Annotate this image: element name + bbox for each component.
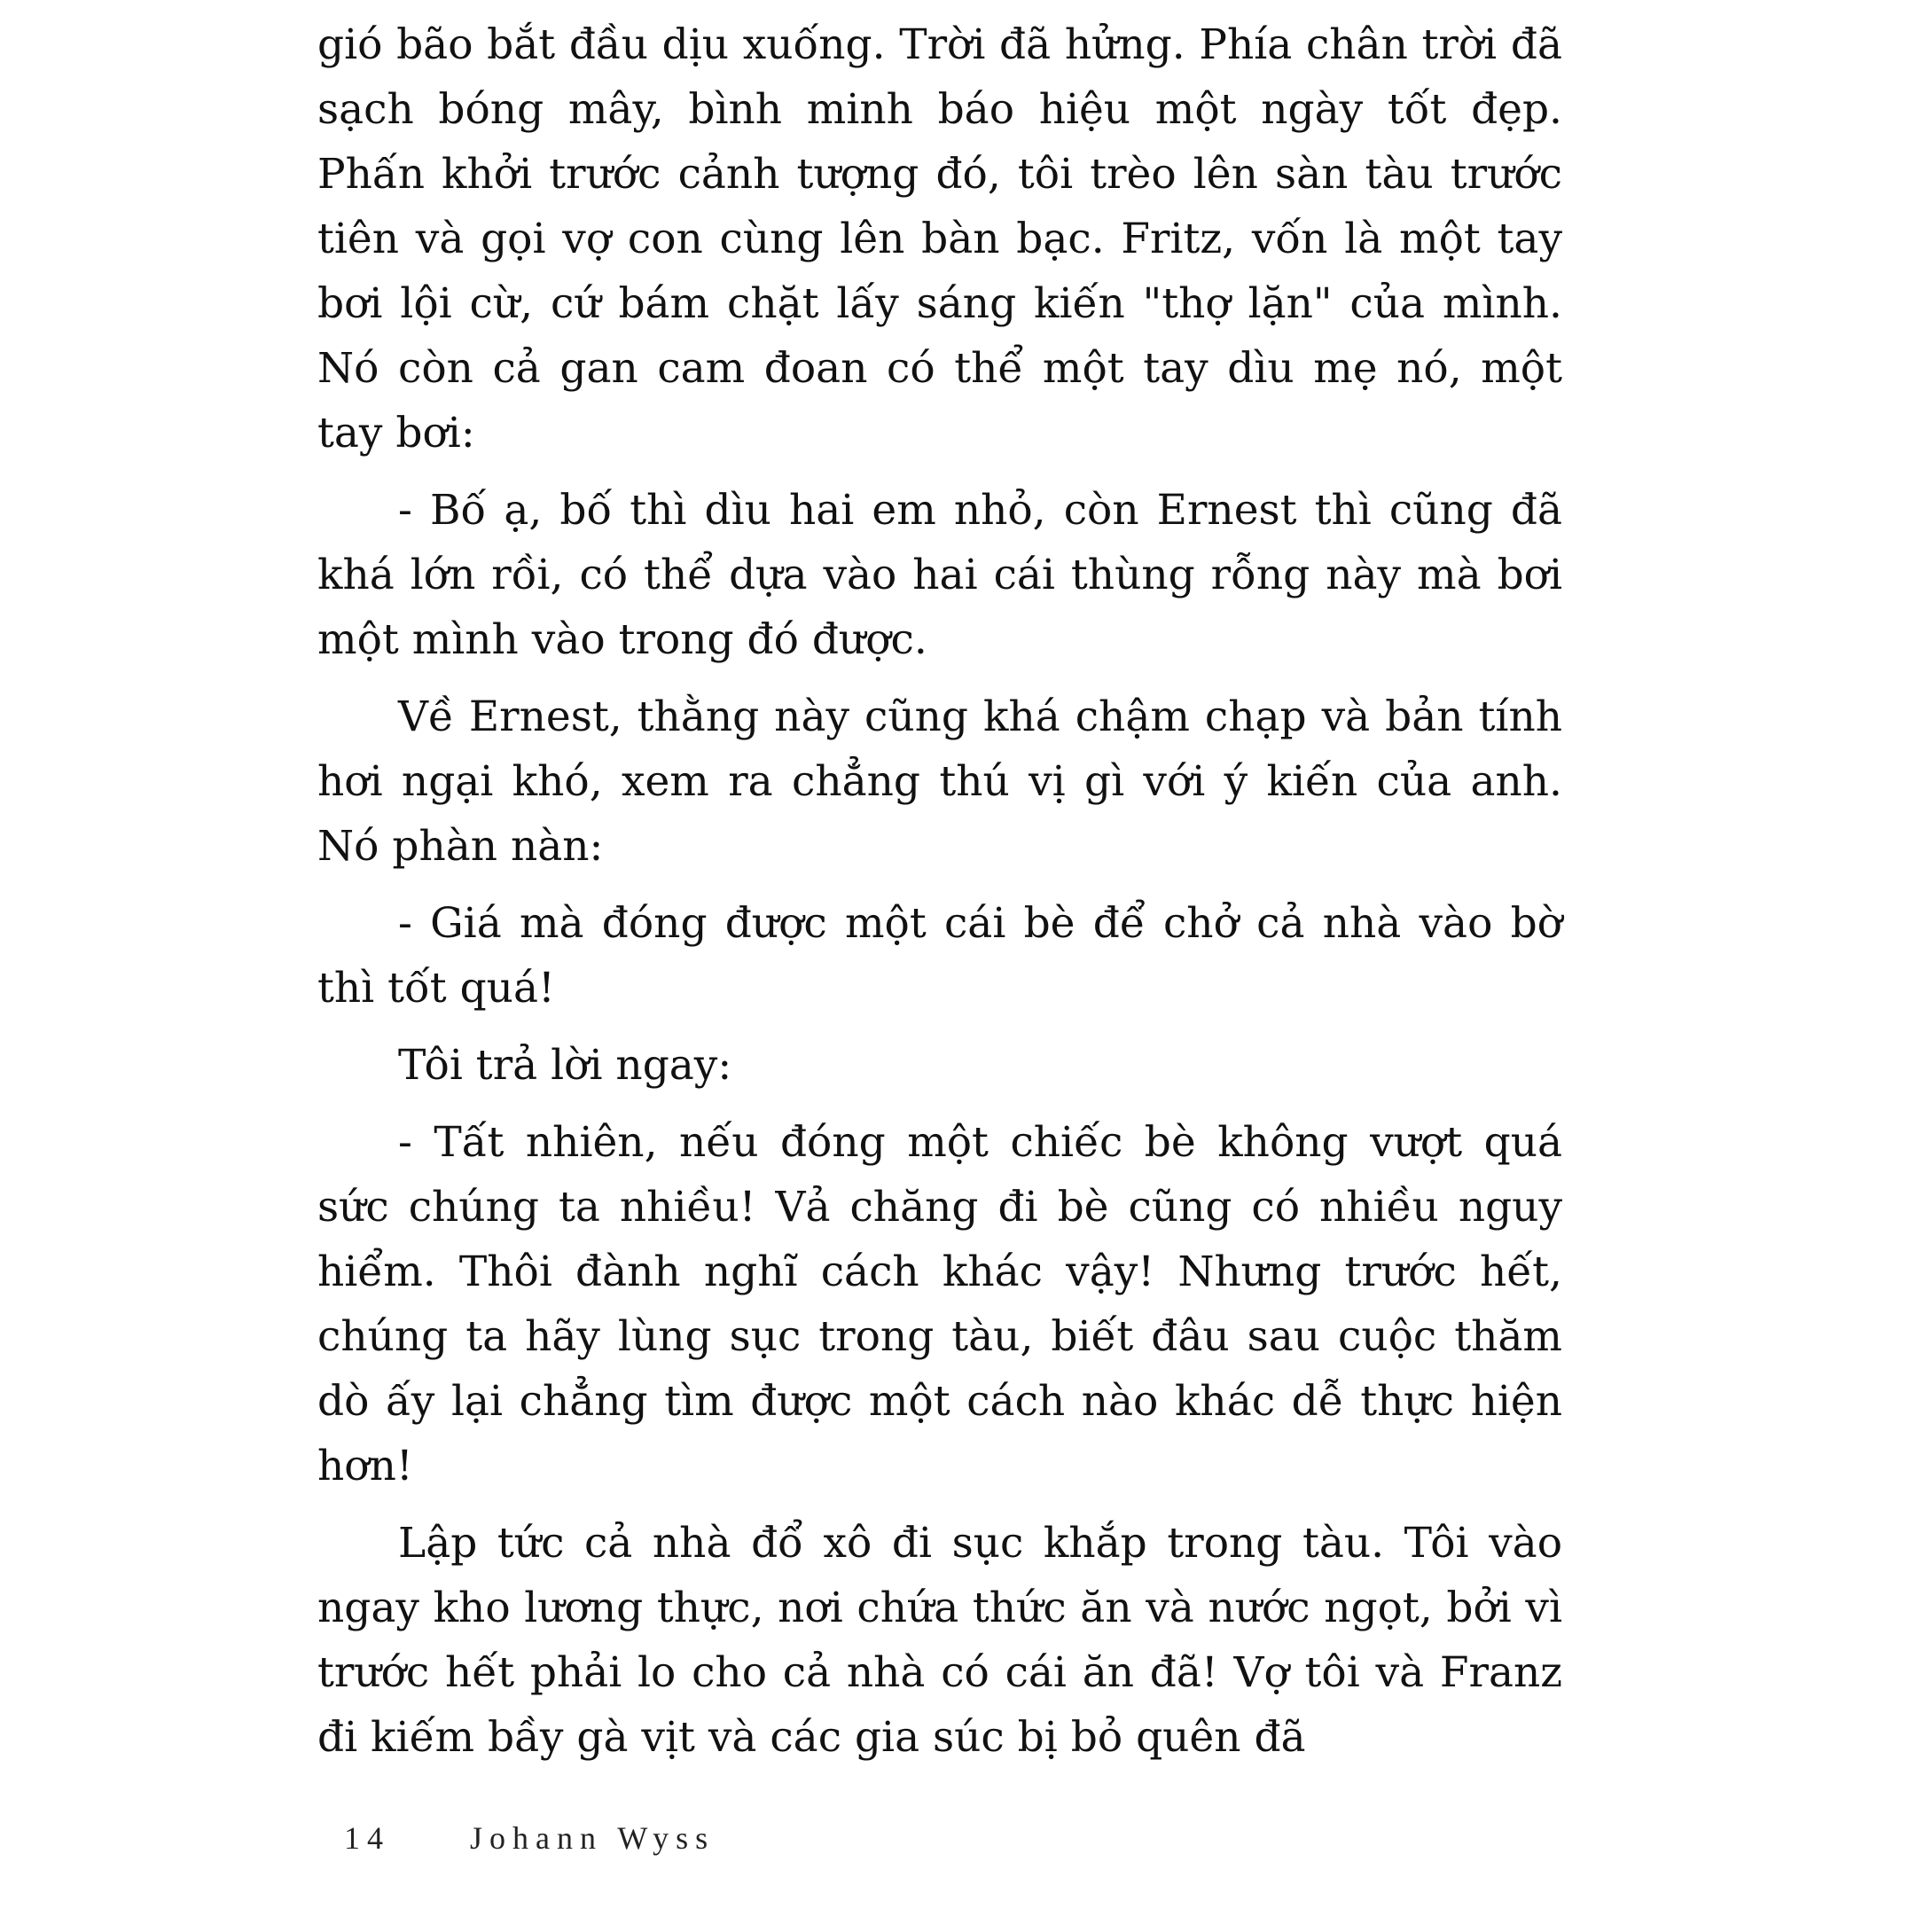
page-footer — [344, 1819, 715, 1857]
paragraph-5: Tôi trả lời ngay: — [398, 1041, 732, 1090]
author-name: Johann Wyss — [470, 1820, 716, 1856]
body-text — [317, 12, 1562, 1782]
paragraph-2: - Bố ạ, bố thì dìu hai em nhỏ, còn Ernest thì cũng đã khá lớn rồi, có thể dựa vào hai cái thùng rỗng này mà bơi một mình vào trong đó được. — [317, 486, 1562, 664]
page-number: 14 — [344, 1820, 390, 1856]
paragraph-1: gió bão bắt đầu dịu xuống. Trời đã hửng. Phía chân trời đã sạch bóng mây, bình minh báo hiệu một ngày tốt đẹp. Phấn khởi trước cảnh tượng đó, tôi trèo lên sàn tàu trước tiên và gọi vợ con cùng lên bàn bạc. Fritz, vốn là một tay bơi lội cừ, cứ bám chặt lấy sáng kiến "thợ lặn" của mình. Nó còn cả gan cam đoan có thể một tay dìu mẹ nó, một tay bơi: — [317, 20, 1562, 458]
paragraph-4: - Giá mà đóng được một cái bè để chở cả nhà vào bờ thì tốt quá! — [317, 899, 1562, 1013]
paragraph-3: Về Ernest, thằng này cũng khá chậm chạp và bản tính hơi ngại khó, xem ra chẳng thú vị gì với ý kiến của anh. Nó phàn nàn: — [317, 692, 1562, 871]
paragraph-7: Lập tức cả nhà đổ xô đi sục khắp trong tàu. Tôi vào ngay kho lương thực, nơi chứa thức ăn và nước ngọt, bởi vì trước hết phải lo cho cả nhà có cái ăn đã! Vợ tôi và Franz đi kiếm bầy gà vịt và các gia súc bị bỏ quên đã — [317, 1519, 1562, 1762]
paragraph-6: - Tất nhiên, nếu đóng một chiếc bè không vượt quá sức chúng ta nhiều! Vả chăng đi bè cũng có nhiều nguy hiểm. Thôi đành nghĩ cách khác vậy! Nhưng trước hết, chúng ta hãy lùng sục trong tàu, biết đâu sau cuộc thăm dò ấy lại chẳng tìm được một cách nào khác dễ thực hiện hơn! — [317, 1118, 1562, 1490]
